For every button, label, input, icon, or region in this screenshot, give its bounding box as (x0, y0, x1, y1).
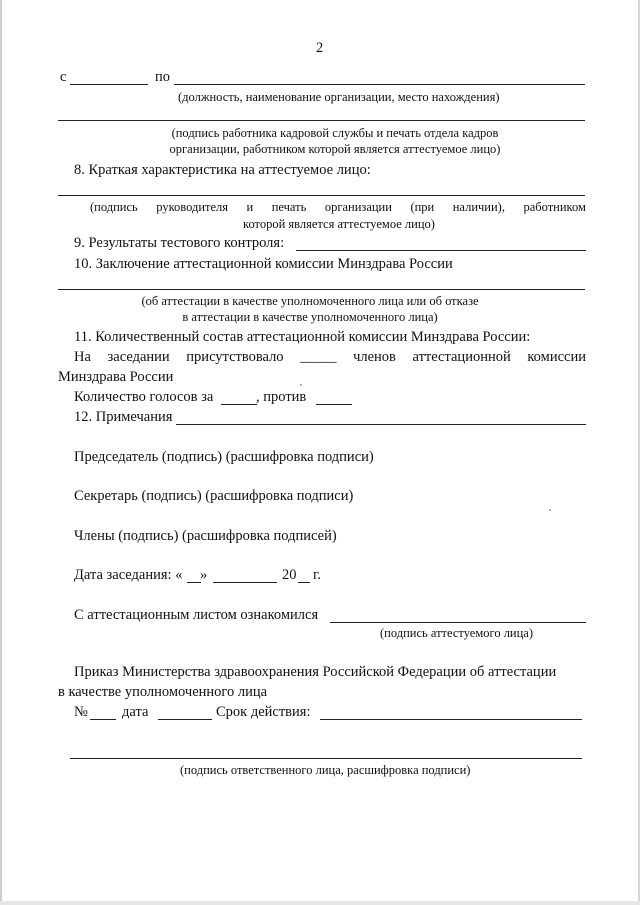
order-date-blank (158, 719, 212, 720)
item-8-title: 8. Краткая характеристика на аттестуемое лицо: (74, 162, 371, 178)
position-blank (174, 84, 585, 85)
body-word: _____ (300, 349, 337, 365)
order-title-line-1: Приказ Министерства здравоохранения Российской Федерации об аттестации (74, 664, 557, 680)
responsible-signature-line (70, 758, 582, 759)
caption-hr-line-1: (подпись работника кадровой службы и печать отдела кадров (171, 126, 499, 140)
item-10-title: 10. Заключение аттестационной комиссии Минздрава России (74, 256, 453, 272)
caption-conclusion-line-1: (об аттестации в качестве уполномоченного лица или об отказе (141, 294, 479, 308)
body-word: На (74, 349, 91, 365)
caption-word: печать (271, 200, 307, 214)
conclusion-line (58, 289, 585, 290)
caption-head-signature-line-1 (90, 200, 586, 215)
acquainted-blank (330, 622, 586, 623)
secretary-signature: Секретарь (подпись) (расшифровка подписи) (74, 488, 354, 504)
caption-responsible-signature: (подпись ответственного лица, расшифровка подписи) (180, 763, 471, 777)
meeting-year-blank (298, 582, 310, 583)
caption-attested-signature: (подпись аттестуемого лица) (380, 626, 534, 640)
meeting-day-blank (187, 582, 201, 583)
votes-against-blank (316, 404, 352, 405)
members-signature: Члены (подпись) (расшифровка подписей) (74, 528, 337, 544)
meeting-month-blank (213, 582, 277, 583)
meeting-year-prefix: 20 (282, 567, 297, 583)
body-word: присутствовало (186, 349, 284, 365)
body-word: заседании (107, 349, 170, 365)
to-label: по (155, 69, 171, 85)
body-word: аттестационной (412, 349, 511, 365)
meeting-date-label: Дата заседания: « (74, 567, 183, 583)
caption-word: наличии), (452, 200, 505, 214)
item-11-body-line-2: Минздрава России (58, 369, 174, 385)
caption-word: (при (410, 200, 435, 214)
order-validity-label: Срок действия: (216, 704, 311, 720)
from-label: с (60, 69, 67, 85)
caption-hr-line-2: организации, работником которой является аттестуемое лицо) (169, 142, 501, 156)
caption-word: организации (324, 200, 392, 214)
scan-speck (549, 509, 551, 511)
order-title-line-2: в качестве уполномоченного лица (58, 684, 268, 700)
test-results-blank (296, 250, 586, 251)
order-validity-blank (320, 719, 582, 720)
meeting-date-close-quote: » (200, 567, 208, 583)
caption-word: руководителя (156, 200, 229, 214)
from-blank (70, 84, 148, 85)
item-11-body-line-1 (74, 349, 586, 366)
notes-blank (176, 424, 586, 425)
item-11-title: 11. Количественный состав аттестационной комиссии Минздрава России: (74, 329, 531, 345)
caption-head-signature-line-2: которой является аттестуемое лицо) (243, 217, 435, 231)
votes-against-label: , против (256, 389, 307, 405)
hr-signature-line (58, 120, 585, 121)
characteristic-line (58, 195, 585, 196)
page-number: 2 (316, 40, 324, 56)
item-12-title: 12. Примечания (74, 409, 173, 425)
scan-edge-left (0, 0, 2, 905)
body-word: комиссии (527, 349, 586, 365)
order-number-label: № (74, 704, 88, 720)
order-number-blank (90, 719, 116, 720)
caption-word: и (246, 200, 254, 214)
scan-speck (300, 384, 302, 386)
item-9-title: 9. Результаты тестового контроля: (74, 235, 285, 251)
votes-for-label: Количество голосов за (74, 389, 214, 405)
votes-for-blank (221, 404, 257, 405)
meeting-year-suffix: г. (313, 567, 321, 583)
body-word: членов (353, 349, 396, 365)
caption-conclusion-line-2: в аттестации в качестве уполномоченного лица) (182, 310, 438, 324)
scan-edge-bottom (0, 901, 640, 905)
order-date-label: дата (122, 704, 149, 720)
chairman-signature: Председатель (подпись) (расшифровка подписи) (74, 449, 374, 465)
caption-word: работником (523, 200, 586, 214)
caption-position: (должность, наименование организации, место нахождения) (178, 90, 500, 104)
acquainted-label: С аттестационным листом ознакомился (74, 607, 319, 623)
caption-word: (подпись (90, 200, 138, 214)
